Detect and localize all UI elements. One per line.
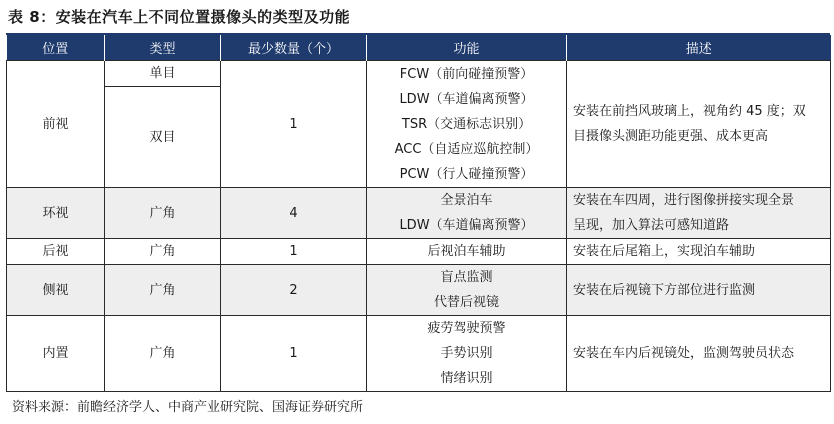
table-row-side	[7, 265, 831, 316]
description-line: 安装在前挡风玻璃上，视角约 45 度；双	[573, 104, 806, 119]
function-item: 后视泊车辅助	[427, 244, 506, 259]
function-item: ACC（自适应巡航控制）	[394, 141, 539, 157]
cell-position: 侧视	[7, 265, 105, 316]
camera-table	[6, 35, 831, 392]
function-item: 手势识别	[440, 346, 493, 361]
table-title: 表 8：安装在汽车上不同位置摄像头的类型及功能	[8, 8, 351, 26]
cell-type: 广角	[105, 239, 221, 265]
table-row-surround	[7, 188, 831, 239]
cell-description	[567, 239, 831, 265]
cell-count: 1	[221, 316, 367, 392]
cell-count: 2	[221, 265, 367, 316]
function-item: FCW（前向碰撞预警）	[399, 66, 534, 82]
cell-description	[567, 61, 831, 188]
cell-type-mono: 单目	[105, 61, 221, 87]
function-item: 代替后视镜	[433, 295, 499, 310]
function-item: 盲点监测	[440, 270, 493, 285]
table-row-front	[7, 61, 831, 87]
cell-description	[567, 188, 831, 239]
header-type: 类型	[105, 35, 221, 61]
header-row	[7, 35, 831, 61]
cell-type: 广角	[105, 265, 221, 316]
description-line: 安装在后尾箱上，实现泊车辅助	[573, 244, 756, 259]
cell-position: 环视	[7, 188, 105, 239]
function-item: LDW（车道偏离预警）	[399, 218, 534, 233]
function-item: 疲劳驾驶预警	[427, 321, 506, 336]
cell-count: 1	[221, 61, 367, 188]
function-item: PCW（行人碰撞预警）	[399, 166, 534, 182]
cell-functions	[367, 61, 567, 188]
cell-count: 4	[221, 188, 367, 239]
function-item: 情绪识别	[440, 371, 493, 386]
description-line: 目摄像头测距功能更强、成本更高	[573, 129, 769, 144]
description-line: 安装在后视镜下方部位进行监测	[573, 282, 756, 298]
cell-type-stereo: 双目	[105, 87, 221, 188]
cell-position: 前视	[7, 61, 105, 188]
description-line: 安装在车内后视镜处，监测驾驶员状态	[573, 346, 795, 361]
cell-description	[567, 316, 831, 392]
cell-functions	[367, 188, 567, 239]
description-line: 安装在车四周，进行图像拼接实现全景	[573, 193, 795, 208]
header-count: 最少数量（个）	[221, 35, 367, 61]
cell-type: 广角	[105, 188, 221, 239]
cell-functions	[367, 316, 567, 392]
cell-functions	[367, 265, 567, 316]
cell-position: 内置	[7, 316, 105, 392]
cell-type: 广角	[105, 316, 221, 392]
cell-functions	[367, 239, 567, 265]
cell-count: 1	[221, 239, 367, 265]
cell-position: 后视	[7, 239, 105, 265]
table-row-interior	[7, 316, 831, 392]
function-item: TSR（交通标志识别）	[401, 116, 532, 132]
table-row-rear	[7, 239, 831, 265]
function-item: LDW（车道偏离预警）	[399, 91, 534, 107]
function-item: 全景泊车	[440, 193, 493, 208]
header-description: 描述	[567, 35, 831, 61]
description-line: 呈现，加入算法可感知道路	[573, 218, 730, 233]
header-position: 位置	[7, 35, 105, 61]
header-function: 功能	[367, 35, 567, 61]
source-note: 资料来源：前瞻经济学人、中商产业研究院、国海证券研究所	[12, 400, 364, 415]
cell-description	[567, 265, 831, 316]
